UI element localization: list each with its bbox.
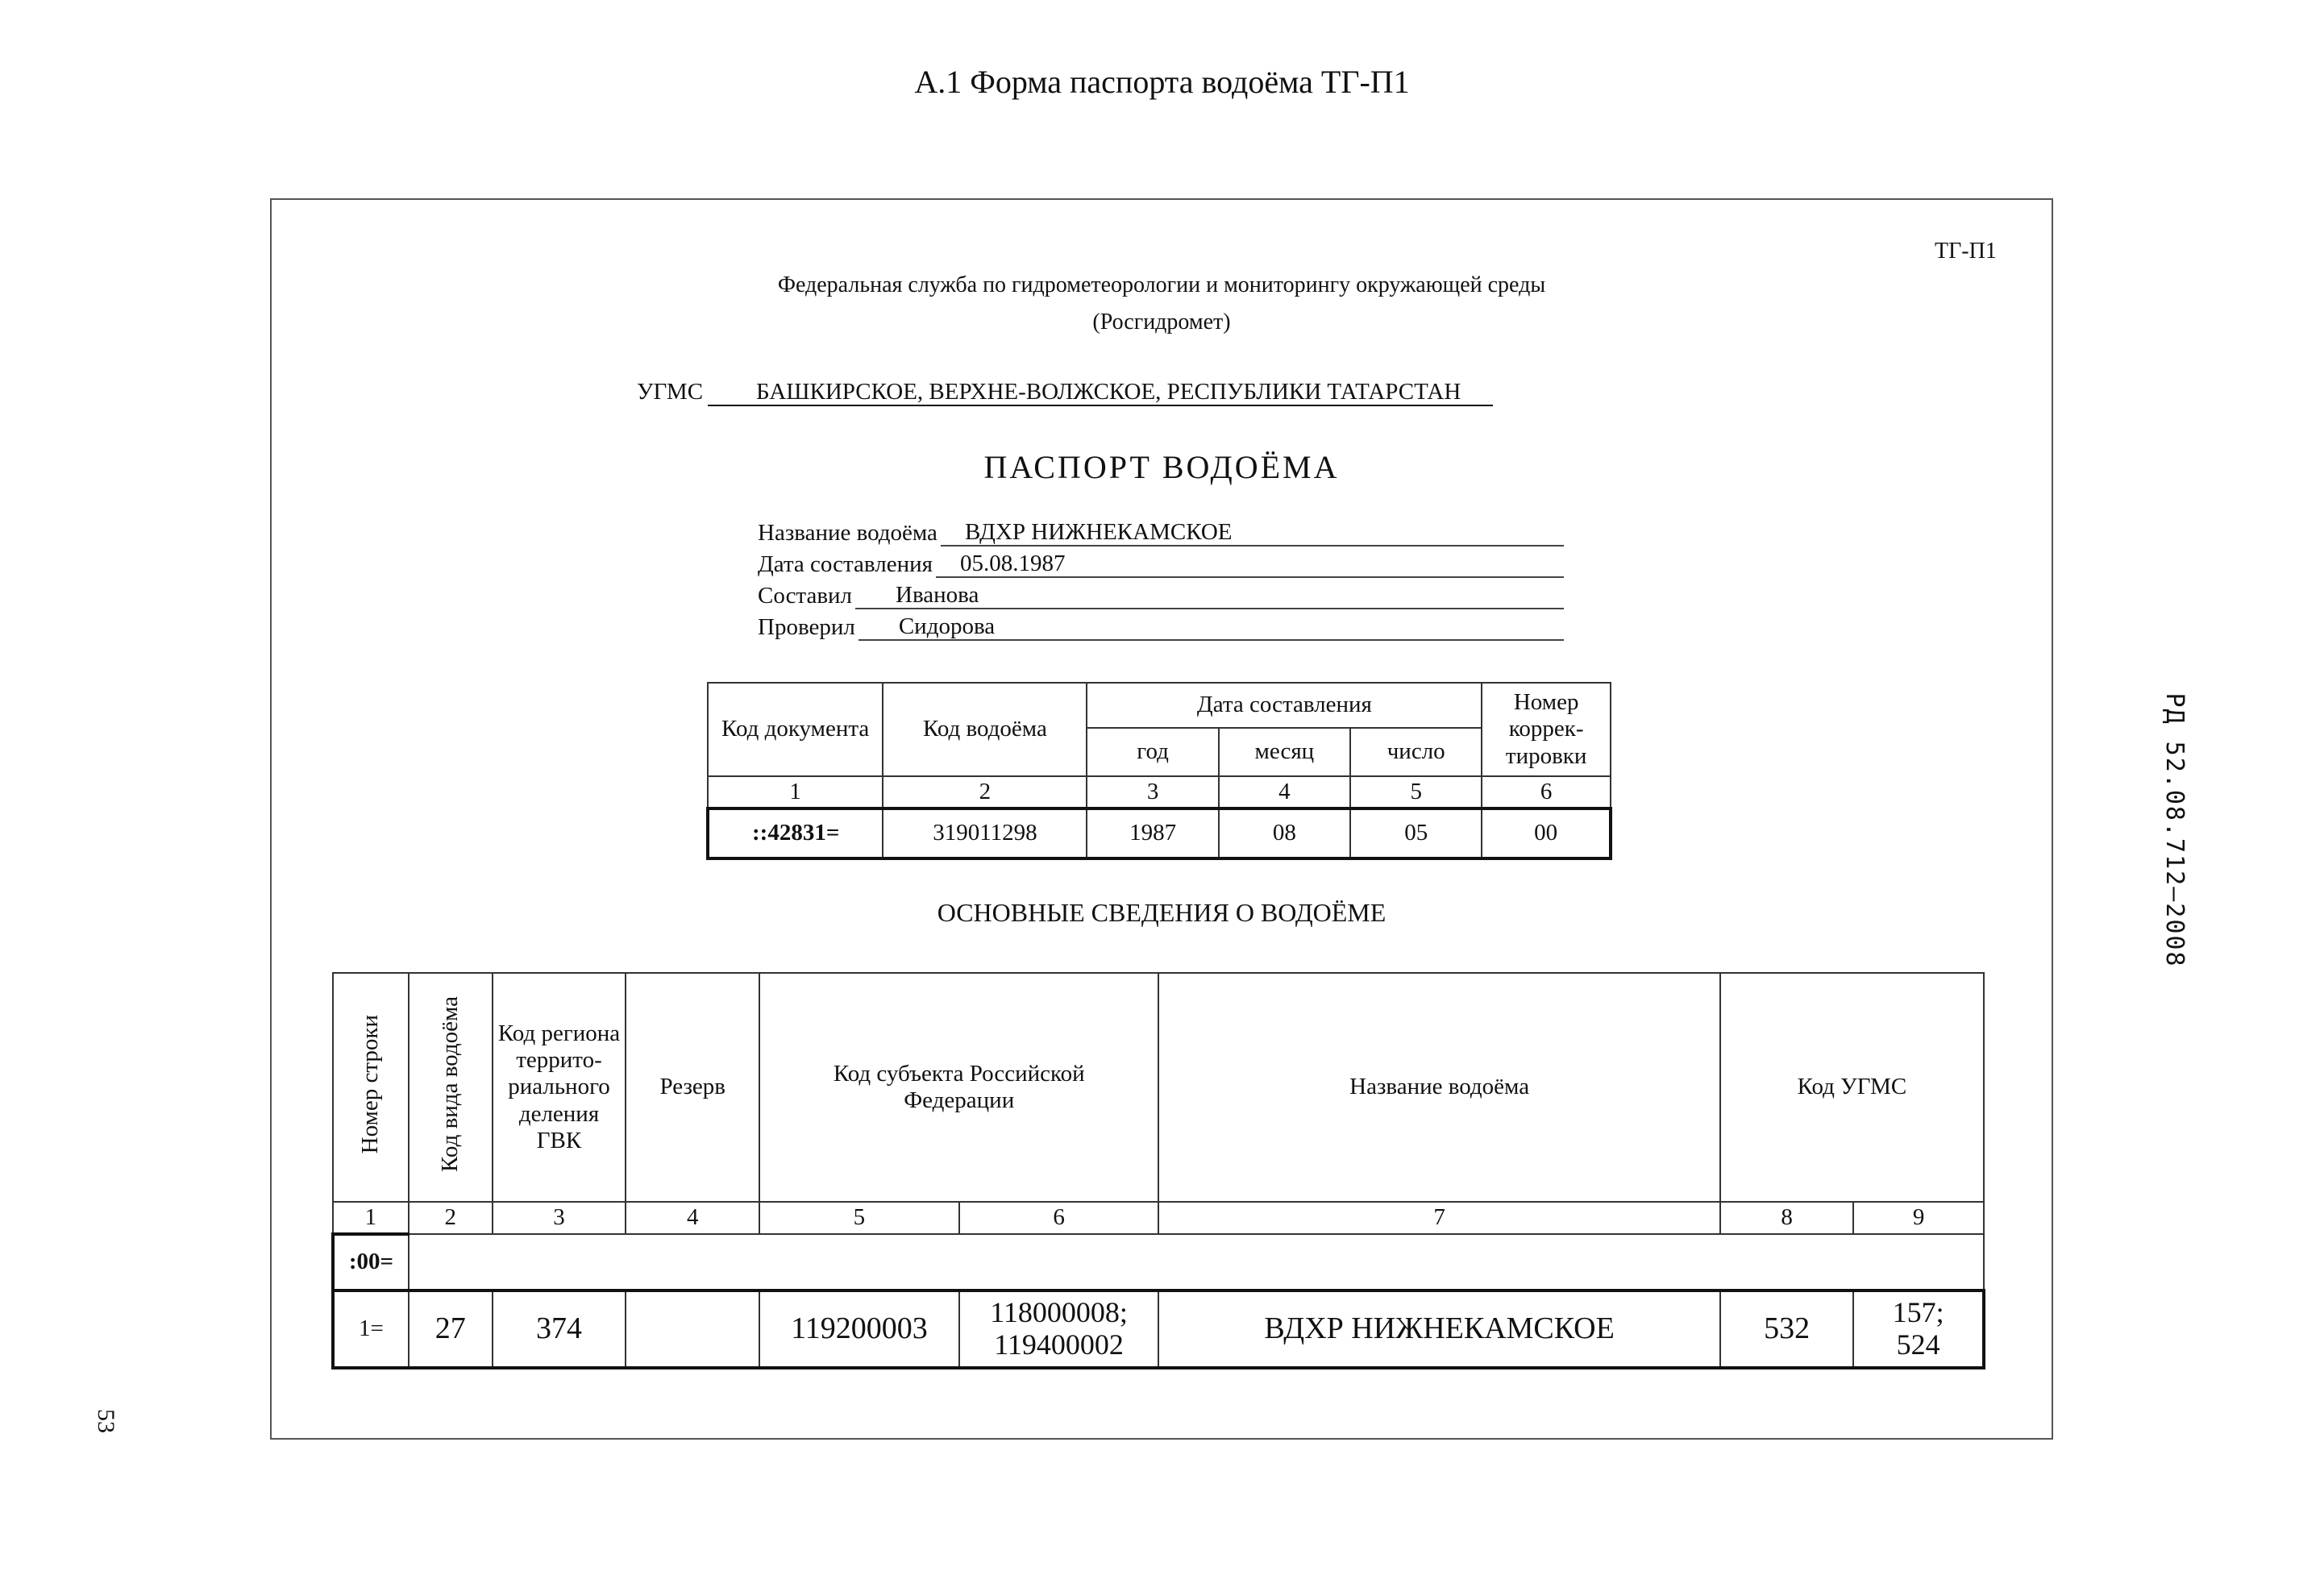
cell-subject-code-2a: 118000008; [990, 1296, 1128, 1329]
cell-year: 1987 [1087, 808, 1218, 858]
field-label: Название водоёма [758, 520, 937, 546]
field-water-name [758, 516, 1564, 547]
cell-subject-code-2b: 119400002 [994, 1328, 1124, 1361]
form-code: ТГ-П1 [1935, 239, 1997, 264]
cell-subject-code-1: 119200003 [759, 1290, 959, 1368]
main-table [331, 972, 1985, 1369]
col-number: 6 [1482, 776, 1611, 808]
field-compiled-by [758, 579, 1564, 609]
agency-short-name: (Росгидромет) [1092, 310, 1231, 335]
cell-day: 05 [1350, 808, 1482, 858]
row-00-label: :00= [333, 1234, 409, 1290]
passport-title: ПАСПОРТ ВОДОЁМА [983, 449, 1340, 485]
field-value: Сидорова [859, 613, 1564, 641]
col-number: 3 [1087, 776, 1218, 808]
cell-month: 08 [1219, 808, 1350, 858]
ugms-value: БАШКИРСКОЕ, ВЕРХНЕ-ВОЛЖСКОЕ, РЕСПУБЛИКИ ТАТАРСТАН [708, 379, 1493, 406]
row-00-empty [409, 1234, 1984, 1290]
col-number: 5 [1350, 776, 1482, 808]
col-number: 8 [1720, 1202, 1854, 1234]
col-number: 9 [1853, 1202, 1984, 1234]
field-label: Дата составления [758, 551, 933, 577]
col-number: 1 [708, 776, 883, 808]
field-checked-by [758, 610, 1564, 641]
agency-name: Федеральная служба по гидрометеорологии и мониторингу окружающей среды [777, 272, 1546, 297]
col-ugms-code: Код УГМС [1720, 973, 1984, 1202]
col-month: месяц [1219, 728, 1350, 776]
col-reserve: Резерв [626, 973, 759, 1202]
col-number: 3 [493, 1202, 626, 1234]
field-value: 05.08.1987 [936, 551, 1564, 578]
col-number: 6 [959, 1202, 1159, 1234]
section-title: ОСНОВНЫЕ СВЕДЕНИЯ О ВОДОЁМЕ [937, 898, 1387, 927]
col-number: 4 [626, 1202, 759, 1234]
field-label: Составил [758, 583, 853, 609]
cell-ugms-code-2b: 524 [1896, 1328, 1940, 1361]
col-number: 4 [1219, 776, 1350, 808]
cell-doc-code: ::42831= [708, 808, 883, 858]
cell-water-code: 319011298 [883, 808, 1087, 858]
cell-region-code: 374 [493, 1290, 626, 1368]
col-region-code: Код региона террито-риального деления ГВК [493, 973, 626, 1202]
document-title: А.1 Форма паспорта водоёма ТГ-П1 [914, 64, 1410, 100]
document-side-code: РД 52.08.712–2008 [2160, 692, 2189, 968]
col-water-name: Название водоёма [1158, 973, 1719, 1202]
cell-reserve [626, 1290, 759, 1368]
cell-row-number: 1= [333, 1290, 409, 1368]
col-number: 2 [883, 776, 1087, 808]
col-date-group: Дата составления [1087, 683, 1482, 728]
field-value: ВДХР НИЖНЕКАМСКОЕ [941, 519, 1564, 547]
cell-ugms-code-2 [1853, 1290, 1984, 1368]
cell-water-name: ВДХР НИЖНЕКАМСКОЕ [1158, 1290, 1719, 1368]
col-subject-code: Код субъекта Российской Федерации [759, 973, 1158, 1202]
cell-type-code: 27 [409, 1290, 493, 1368]
field-label: Проверил [758, 614, 855, 640]
col-type-code: Код вида водоёма [409, 973, 493, 1202]
col-doc-code: Код документа [708, 683, 883, 776]
header-table [706, 682, 1612, 860]
cell-correction: 00 [1482, 808, 1611, 858]
col-number: 5 [759, 1202, 959, 1234]
cell-subject-code-2 [959, 1290, 1159, 1368]
col-number: 2 [409, 1202, 493, 1234]
cell-ugms-code-1: 532 [1720, 1290, 1854, 1368]
field-date [758, 547, 1564, 578]
col-correction: Номер коррек-тировки [1482, 683, 1611, 776]
page-number: 53 [93, 1409, 119, 1433]
col-year: год [1087, 728, 1218, 776]
ugms-row [637, 379, 1493, 406]
col-day: число [1350, 728, 1482, 776]
col-water-code: Код водоёма [883, 683, 1087, 776]
col-row-number: Номер строки [333, 973, 409, 1202]
ugms-label: УГМС [637, 379, 704, 405]
col-number: 1 [333, 1202, 409, 1234]
col-number: 7 [1158, 1202, 1719, 1234]
cell-ugms-code-2a: 157; [1892, 1296, 1944, 1329]
field-value: Иванова [855, 582, 1564, 609]
